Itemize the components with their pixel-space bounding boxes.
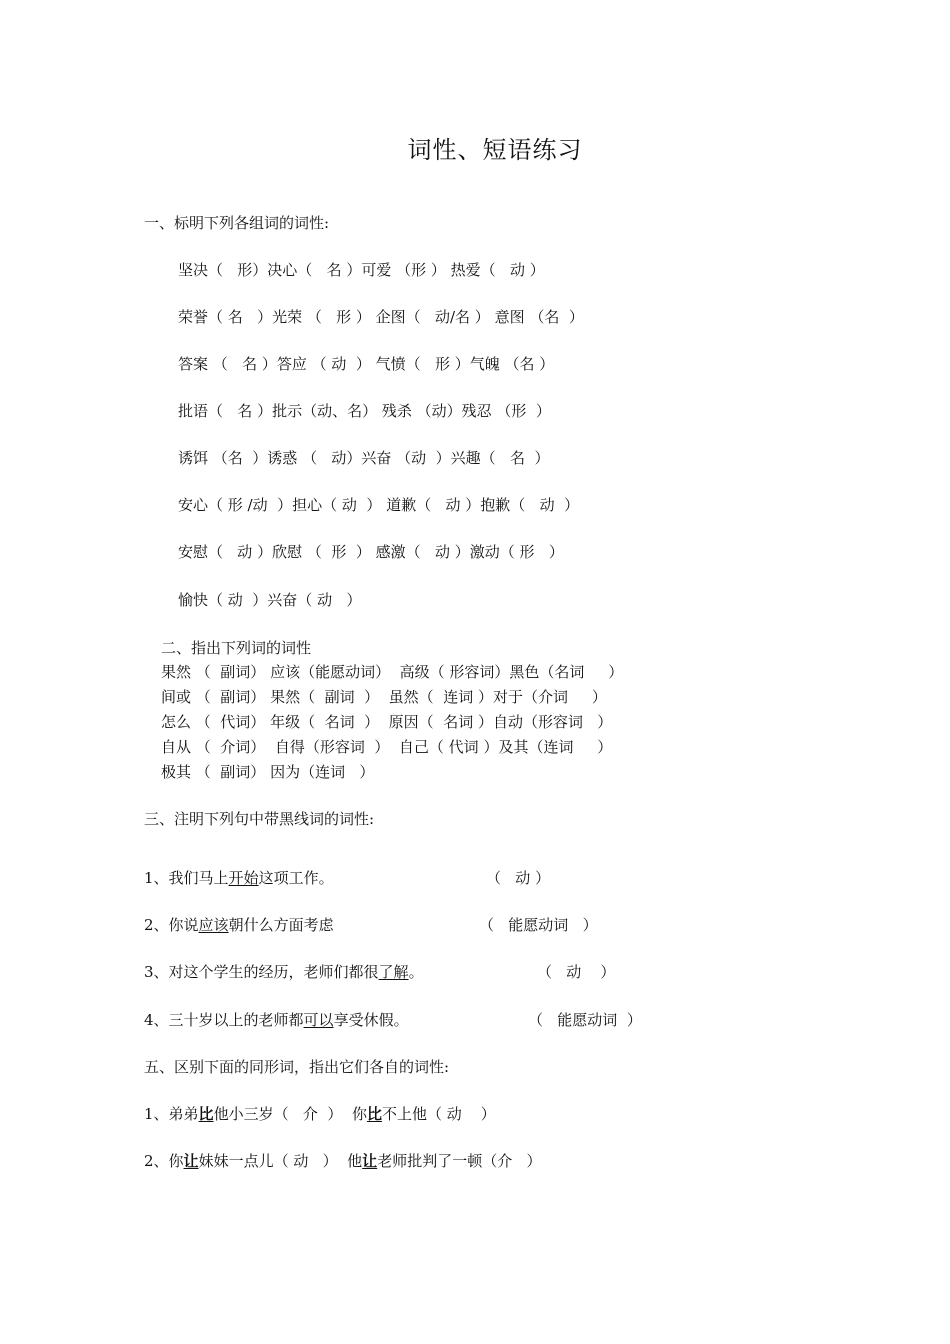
question-text: 1、我们马上: [144, 869, 229, 887]
question-text: 4、三十岁以上的老师都: [144, 1011, 304, 1029]
question-answer: （ 动 ）: [537, 963, 616, 981]
section1-heading: 一、标明下列各组词的词性:: [144, 214, 330, 232]
section5-item: [144, 1152, 542, 1170]
item-text: 老师批判了一顿（介 ）: [377, 1152, 542, 1170]
question-text: 。: [408, 963, 424, 981]
question-answer: （ 动 ）: [486, 869, 551, 887]
section2-row: 极其 （ 副词） 因为（连词 ）: [161, 763, 375, 781]
section2-row: 果然 （ 副词） 应该（能愿动词） 高级（ 形容词）黑色（名词 ）: [161, 663, 624, 681]
section1-row: 坚决（ 形）决心（ 名 ）可爱 （形 ） 热爱（ 动 ）: [178, 261, 545, 279]
underlined-word: 开始: [228, 869, 259, 887]
section2-row: 自从 （ 介词） 自得（形容词 ） 自己（ 代词 ）及其（连词 ）: [161, 738, 613, 756]
question-text: 这项工作。: [258, 869, 334, 887]
section1-row: 安慰（ 动 ）欣慰 （ 形 ） 感激（ 动 ）激动（ 形 ）: [178, 543, 564, 561]
section3-question: [144, 869, 334, 887]
item-text: 2、你: [144, 1152, 184, 1170]
question-text: 朝什么方面考虑: [228, 916, 334, 934]
question-text: 3、对这个学生的经历，老师们都很: [144, 963, 379, 981]
question-text: 享受休假。: [333, 1011, 409, 1029]
bold-word: 比: [198, 1105, 214, 1123]
underlined-word: 应该: [198, 916, 229, 934]
item-text: 1、弟弟: [144, 1105, 199, 1123]
section5-heading: 五、区别下面的同形词，指出它们各自的词性:: [144, 1058, 450, 1076]
page-title: 词性、短语练习: [407, 136, 583, 164]
section2-row: 怎么 （ 代词） 年级（ 名词 ） 原因（ 名词 ）自动（形容词 ）: [161, 713, 613, 731]
underlined-word: 了解: [378, 963, 409, 981]
section3-question: [144, 1011, 409, 1029]
section1-row: 答案 （ 名 ）答应 （ 动 ） 气愤（ 形 ）气魄 （名 ）: [178, 355, 555, 373]
section2-heading: 二、指出下列词的词性: [161, 639, 312, 657]
section3-question: [144, 916, 334, 934]
section1-row: 诱饵 （名 ）诱惑 （ 动）兴奋 （动 ）兴趣（ 名 ）: [178, 449, 550, 467]
item-text: 不上他（ 动 ）: [381, 1105, 496, 1123]
section1-row: 批语（ 名 ）批示（动、名） 残杀 （动）残忍 （形 ）: [178, 402, 551, 420]
question-text: 2、你说: [144, 916, 199, 934]
question-answer: （ 能愿动词 ）: [479, 916, 598, 934]
item-text: 妹妹一点儿（ 动 ） 他: [198, 1152, 363, 1170]
section1-row: 荣誉（ 名 ）光荣 （ 形 ） 企图（ 动/名 ） 意图 （名 ）: [178, 308, 584, 326]
section5-item: [144, 1105, 496, 1123]
question-answer: （ 能愿动词 ）: [528, 1011, 642, 1029]
section2-row: 间或 （ 副词） 果然（ 副词 ） 虽然（ 连词 ）对于（介词 ）: [161, 688, 607, 706]
section1-row: 安心（ 形 /动 ）担心（ 动 ） 道歉（ 动 ）抱歉（ 动 ）: [178, 496, 580, 514]
underlined-word: 可以: [303, 1011, 334, 1029]
section3-question: [144, 963, 424, 981]
item-text: 他小三岁（ 介 ） 你: [213, 1105, 367, 1123]
section1-row: 愉快（ 动 ）兴奋（ 动 ）: [178, 591, 362, 609]
bold-word: 让: [183, 1152, 199, 1170]
bold-word: 比: [366, 1105, 382, 1123]
bold-word: 让: [362, 1152, 378, 1170]
section3-heading: 三、注明下列句中带黑线词的词性:: [144, 810, 375, 828]
